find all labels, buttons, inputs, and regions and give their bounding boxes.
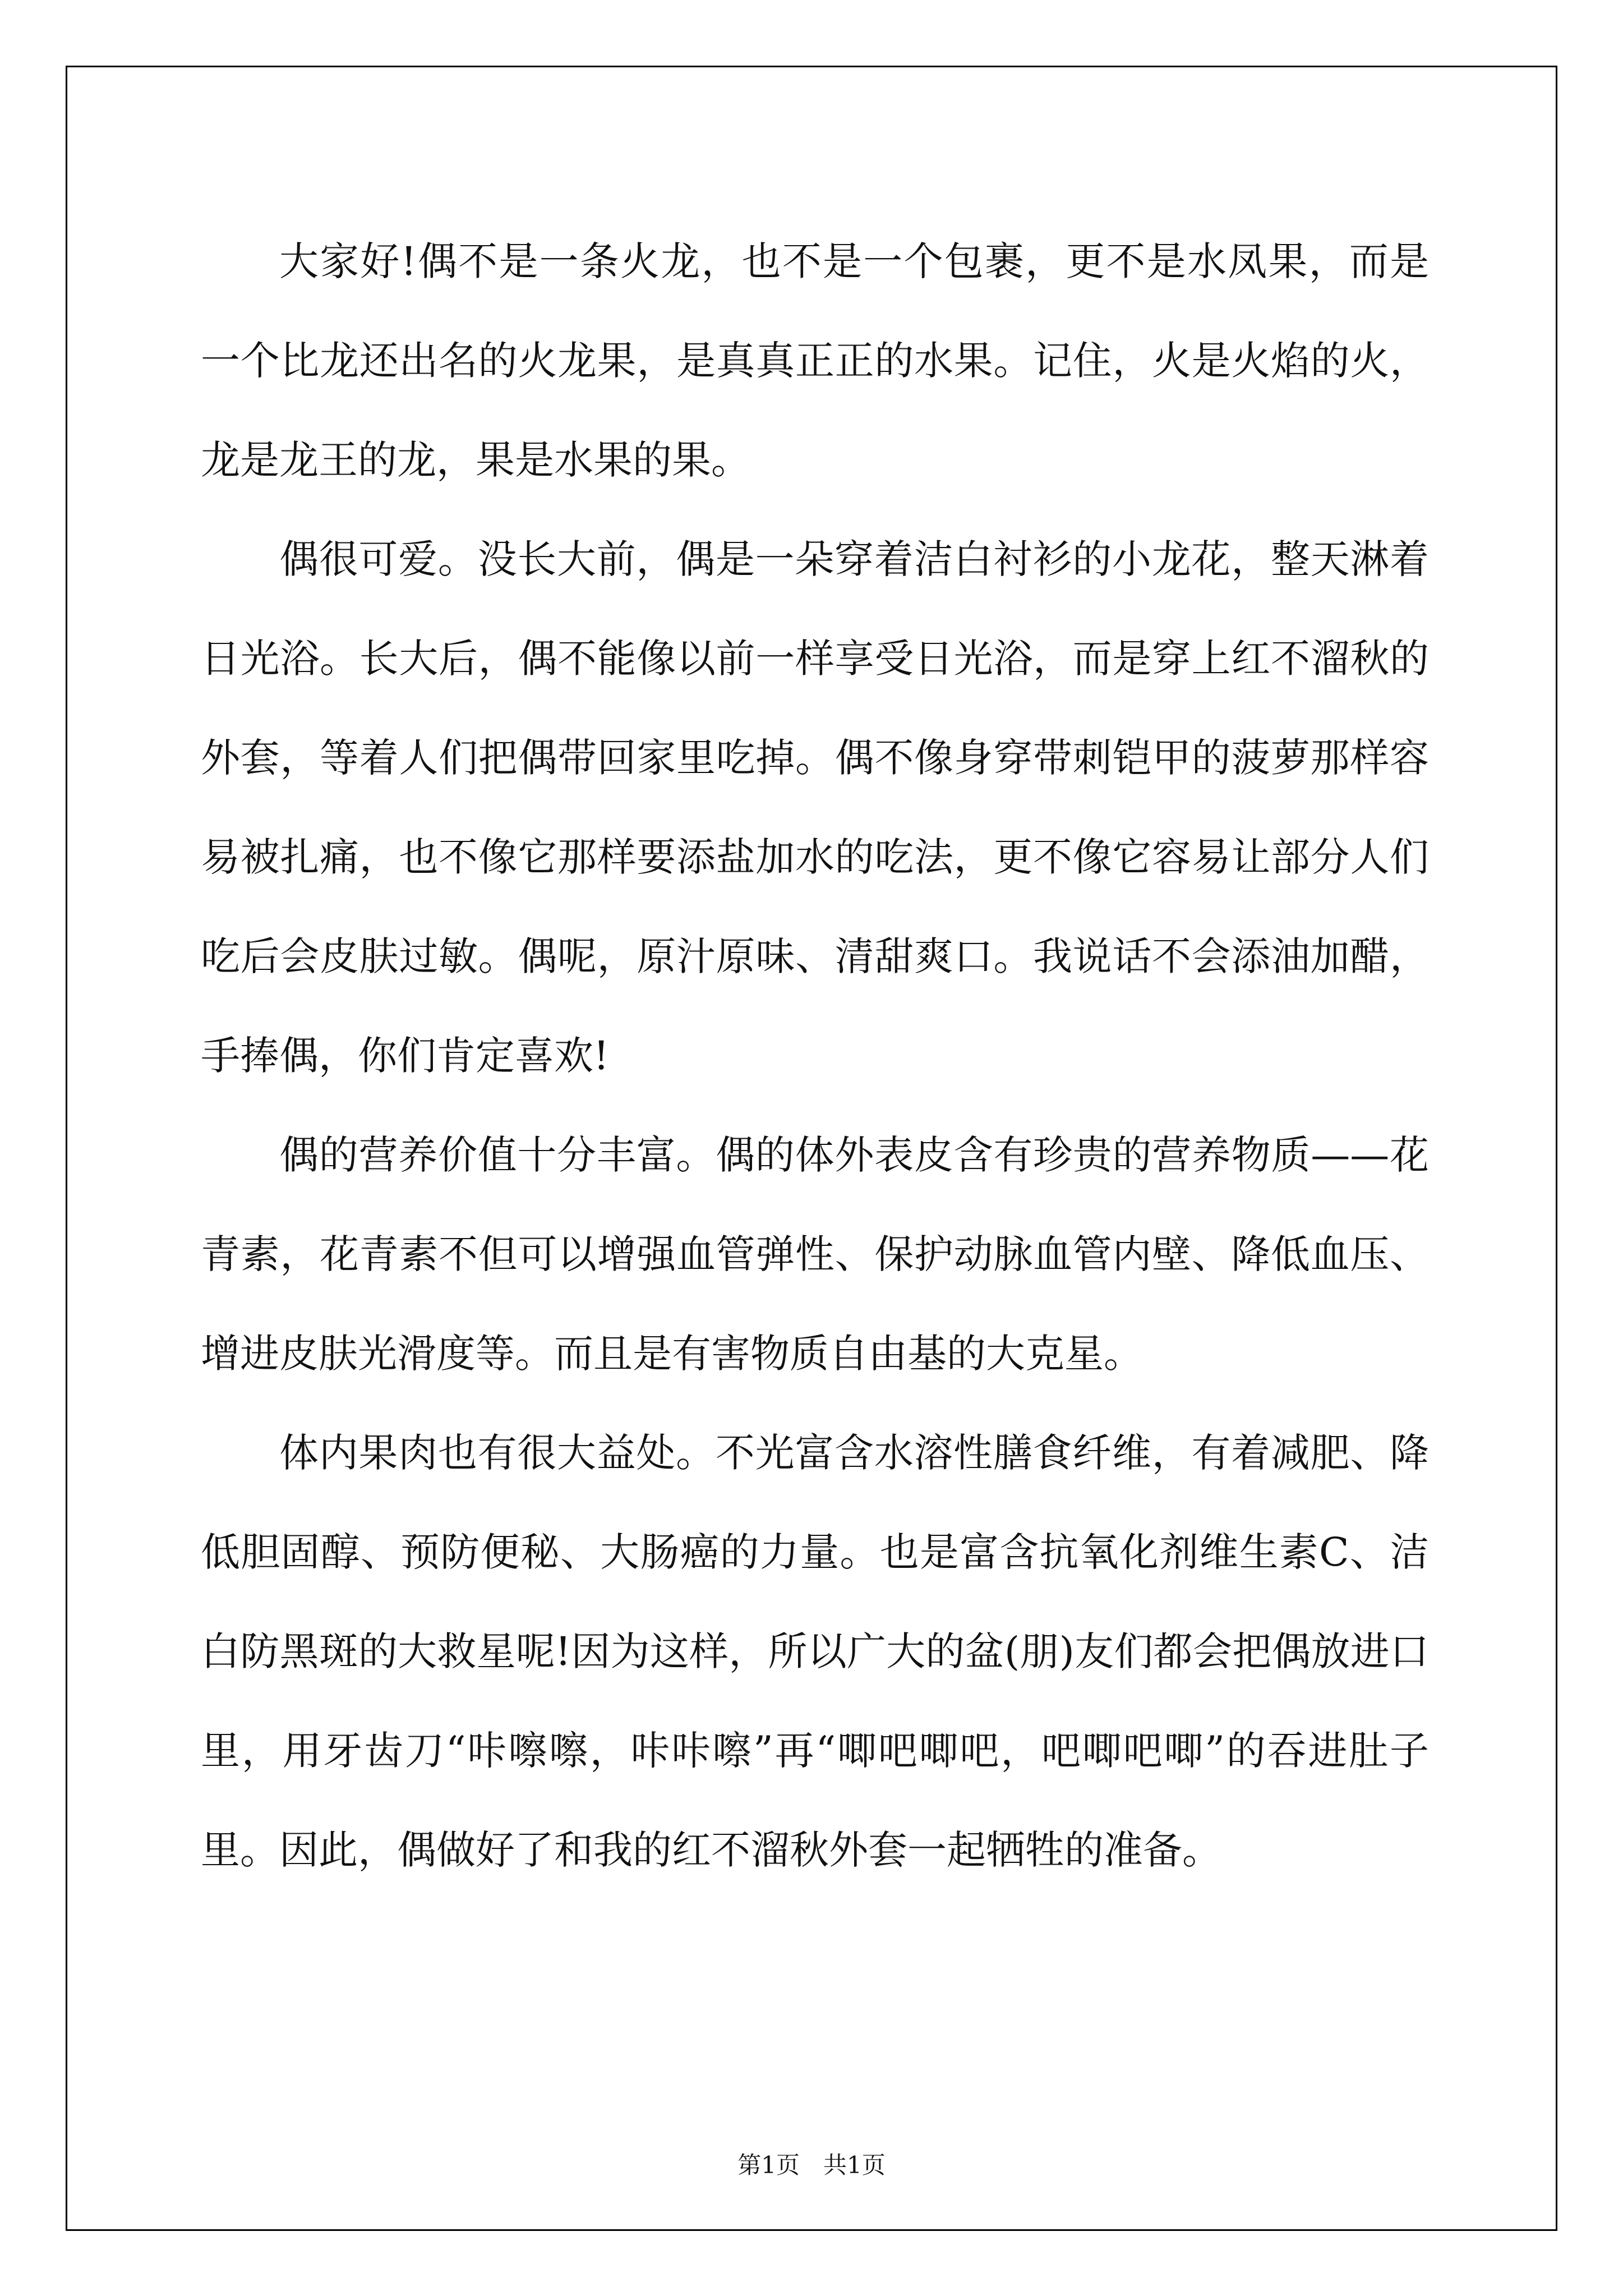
paragraph-4: 体内果肉也有很大益处。不光富含水溶性膳食纤维，有着减肥、降低胆固醇、预防便秘、大肠癌的力量。也是富含抗氧化剂维生素C、洁白防黑斑的大救星呢!因为这样，所以广大的盆(朋)友们都会把偶放进口里，用牙齿刀“咔嚓嚓，咔咔嚓”再“唧吧唧吧，吧唧吧唧”的吞进肚子里。因此，偶做好了和我的红不溜秋外套一起牺牲的准备。 bbox=[201, 1430, 1429, 1873]
document-body bbox=[201, 212, 1429, 1900]
paragraph-3: 偶的营养价值十分丰富。偶的体外表皮含有珍贵的营养物质——花青素，花青素不但可以增强血管弹性、保护动脉血管内壁、降低血压、增进皮肤光滑度等。而且是有害物质自由基的大克星。 bbox=[201, 1132, 1429, 1377]
page-number-footer: 第1页 共1页 bbox=[737, 2151, 886, 2179]
paragraph-1: 大家好!偶不是一条火龙，也不是一个包裹，更不是水凤果，而是一个比龙还出名的火龙果，是真真正正的水果。记住，火是火焰的火，龙是龙王的龙，果是水果的果。 bbox=[201, 238, 1429, 483]
paragraph-2: 偶很可爱。没长大前，偶是一朵穿着洁白衬衫的小龙花，整天淋着日光浴。长大后，偶不能像以前一样享受日光浴，而是穿上红不溜秋的外套，等着人们把偶带回家里吃掉。偶不像身穿带刺铠甲的菠萝那样容易被扎痛，也不像它那样要添盐加水的吃法，更不像它容易让部分人们吃后会皮肤过敏。偶呢，原汁原味、清甜爽口。我说话不会添油加醋，手捧偶，你们肯定喜欢! bbox=[201, 536, 1429, 1079]
